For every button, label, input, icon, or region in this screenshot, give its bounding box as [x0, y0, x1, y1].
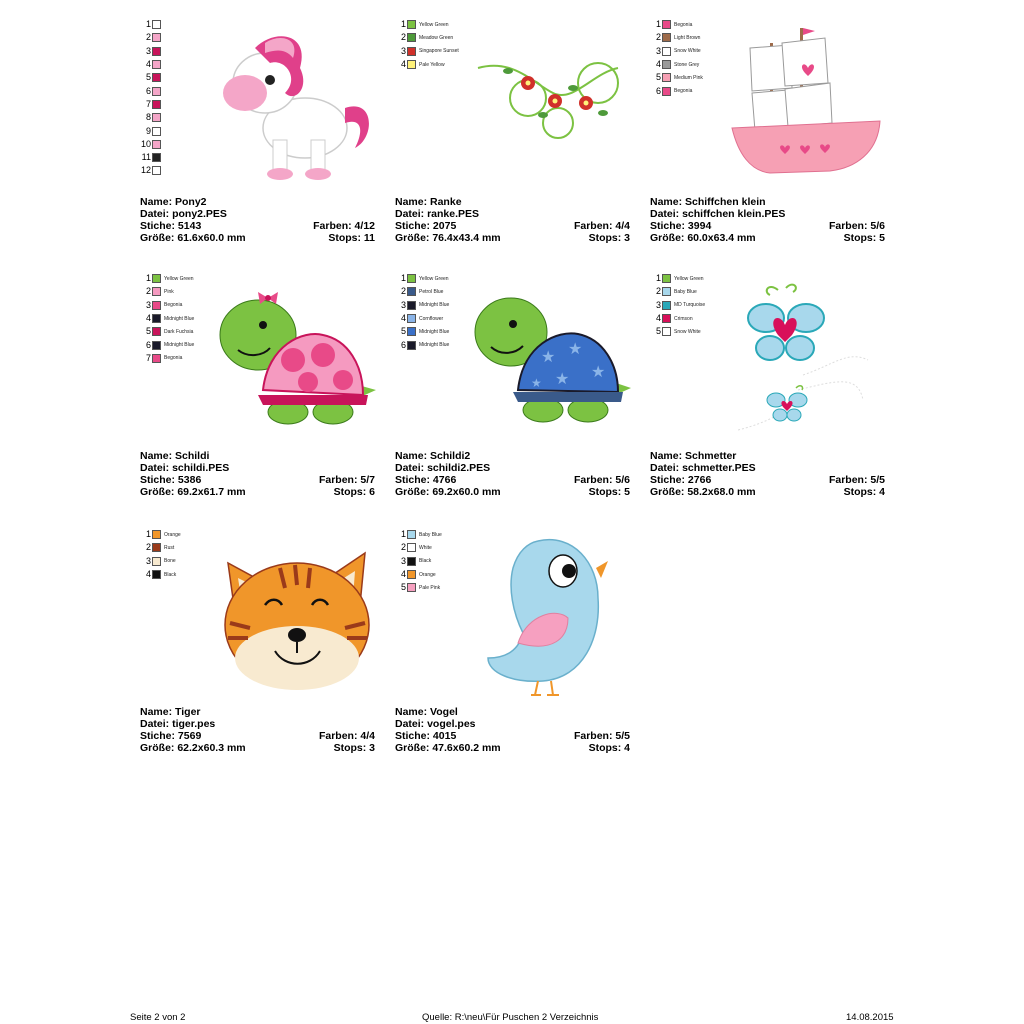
design-colors-count: Farben: 5/6 [573, 474, 630, 486]
color-row [395, 31, 475, 44]
color-name: Begonia [164, 355, 183, 362]
color-number: 2 [145, 542, 151, 553]
design-info [140, 196, 375, 244]
color-number: 3 [145, 555, 151, 566]
design-stitches: Stiche: 7569 [140, 730, 202, 742]
color-number: 1 [400, 273, 406, 284]
color-swatch [407, 20, 416, 29]
color-name: Orange [419, 571, 436, 578]
butterfly-design-image [738, 280, 883, 440]
color-swatch [662, 274, 671, 283]
design-size: Größe: 69.2x60.0 mm [395, 486, 501, 498]
color-swatch [662, 73, 671, 82]
color-swatch [407, 33, 416, 42]
bird-design-image [483, 533, 618, 703]
footer-date: 14.08.2015 [846, 1012, 894, 1023]
design-stitches: Stiche: 5143 [140, 220, 202, 232]
color-swatch [152, 60, 161, 69]
color-name: Rust [164, 544, 175, 551]
color-swatch [152, 530, 161, 539]
color-swatch [152, 557, 161, 566]
color-swatch [152, 20, 161, 29]
pony-design-image [215, 28, 375, 183]
design-name: Name: Schiffchen klein [650, 196, 766, 208]
color-number: 4 [145, 313, 151, 324]
color-row [650, 272, 730, 285]
color-name: Midnight Blue [164, 315, 195, 322]
design-info [395, 706, 630, 754]
color-number: 2 [145, 286, 151, 297]
design-file: Datei: schildi2.PES [395, 462, 491, 474]
color-name: Midnight Blue [419, 342, 450, 349]
color-row [140, 84, 220, 97]
color-row [140, 312, 220, 325]
color-list [650, 272, 730, 338]
design-card-schildi [140, 272, 385, 512]
svg-text:★: ★ [531, 376, 542, 390]
design-stops: Stops: 5 [588, 486, 630, 498]
color-number: 1 [145, 529, 151, 540]
color-row [140, 541, 220, 554]
color-number: 2 [655, 286, 661, 297]
color-row [395, 338, 475, 351]
color-number: 3 [400, 555, 406, 566]
color-row [140, 325, 220, 338]
design-stops: Stops: 4 [843, 486, 885, 498]
color-number: 12 [140, 165, 151, 176]
svg-text:★: ★ [541, 347, 556, 366]
design-file: Datei: schmetter.PES [650, 462, 756, 474]
color-swatch [662, 287, 671, 296]
design-name: Name: Schmetter [650, 450, 737, 462]
design-info [650, 450, 885, 498]
color-number: 1 [145, 19, 151, 30]
color-number: 4 [145, 569, 151, 580]
design-name: Name: Schildi [140, 450, 210, 462]
design-size: Größe: 61.6x60.0 mm [140, 232, 246, 244]
design-name: Name: Vogel [395, 706, 458, 718]
color-row [140, 568, 220, 581]
color-number: 9 [145, 125, 151, 136]
color-row [395, 285, 475, 298]
design-card-pony2 [140, 18, 385, 258]
color-swatch [407, 287, 416, 296]
color-number: 2 [400, 542, 406, 553]
design-file: Datei: vogel.pes [395, 718, 476, 730]
color-name: Snow White [674, 48, 701, 55]
color-swatch [662, 301, 671, 310]
color-number: 1 [655, 19, 661, 30]
color-swatch [662, 47, 671, 56]
color-name: Bone [164, 558, 176, 565]
blue-turtle-design-image [473, 292, 633, 427]
color-swatch [152, 127, 161, 136]
color-name: Singapore Sunset [419, 48, 459, 55]
design-stops: Stops: 5 [843, 232, 885, 244]
color-row [140, 124, 220, 137]
design-file: Datei: pony2.PES [140, 208, 227, 220]
color-swatch [407, 557, 416, 566]
color-swatch [152, 87, 161, 96]
footer-page-number: Seite 2 von 2 [130, 1012, 186, 1023]
design-colors-count: Farben: 5/7 [318, 474, 375, 486]
svg-text:★: ★ [555, 369, 570, 388]
color-name: Baby Blue [419, 531, 442, 538]
color-swatch [152, 543, 161, 552]
color-number: 6 [145, 85, 151, 96]
color-swatch [152, 166, 161, 175]
color-name: Pale Yellow [419, 61, 445, 68]
color-swatch [152, 274, 161, 283]
design-stitches: Stiche: 4766 [395, 474, 457, 486]
color-row [650, 285, 730, 298]
design-info [140, 450, 375, 498]
design-info [395, 196, 630, 244]
color-row [395, 528, 475, 541]
color-number: 3 [145, 299, 151, 310]
color-list [395, 18, 475, 71]
color-number: 5 [145, 326, 151, 337]
design-card-schiffchen-klein [650, 18, 895, 258]
color-swatch [407, 583, 416, 592]
color-number: 2 [145, 32, 151, 43]
color-swatch [152, 327, 161, 336]
color-swatch [407, 530, 416, 539]
design-colors-count: Farben: 5/5 [573, 730, 630, 742]
color-name: Yellow Green [419, 275, 449, 282]
design-stitches: Stiche: 4015 [395, 730, 457, 742]
color-name: Black [419, 558, 432, 565]
design-name: Name: Tiger [140, 706, 201, 718]
color-name: Midnight Blue [419, 302, 450, 309]
color-swatch [152, 314, 161, 323]
color-row [140, 138, 220, 151]
color-number: 3 [655, 299, 661, 310]
color-row [650, 18, 730, 31]
color-row [140, 164, 220, 177]
color-swatch [407, 327, 416, 336]
color-swatch [407, 47, 416, 56]
color-row [395, 45, 475, 58]
color-number: 2 [400, 32, 406, 43]
color-name: White [419, 544, 432, 551]
design-stops: Stops: 6 [333, 486, 375, 498]
design-size: Größe: 58.2x68.0 mm [650, 486, 756, 498]
color-number: 2 [400, 286, 406, 297]
color-number: 4 [655, 313, 661, 324]
color-swatch [407, 274, 416, 283]
color-swatch [407, 543, 416, 552]
color-number: 6 [655, 85, 661, 96]
color-row [395, 325, 475, 338]
color-row [395, 541, 475, 554]
color-swatch [407, 301, 416, 310]
color-swatch [407, 341, 416, 350]
color-name: Stone Grey [674, 61, 700, 68]
color-swatch [152, 341, 161, 350]
color-name: Petrol Blue [419, 288, 444, 295]
color-name: Pale Pink [419, 584, 441, 591]
color-number: 4 [400, 59, 406, 70]
color-name: Begonia [674, 88, 693, 95]
color-row [140, 272, 220, 285]
color-swatch [152, 140, 161, 149]
design-stitches: Stiche: 5386 [140, 474, 202, 486]
svg-text:★: ★ [568, 339, 583, 358]
color-list [140, 272, 220, 365]
design-stops: Stops: 4 [588, 742, 630, 754]
color-swatch [152, 100, 161, 109]
color-number: 7 [145, 352, 151, 363]
color-row [395, 272, 475, 285]
color-row [650, 84, 730, 97]
design-card-vogel [395, 528, 640, 768]
design-stitches: Stiche: 2075 [395, 220, 457, 232]
color-name: Light Brown [674, 34, 701, 41]
color-row [650, 312, 730, 325]
color-number: 5 [655, 326, 661, 337]
color-row [140, 299, 220, 312]
color-row [140, 71, 220, 84]
svg-text:★: ★ [591, 362, 606, 381]
color-name: Snow White [674, 328, 701, 335]
color-number: 8 [145, 112, 151, 123]
color-row [140, 58, 220, 71]
color-row [395, 299, 475, 312]
color-swatch [407, 570, 416, 579]
color-swatch [662, 20, 671, 29]
design-colors-count: Farben: 5/6 [828, 220, 885, 232]
color-number: 6 [400, 339, 406, 350]
color-list [140, 18, 220, 178]
ship-design-image [730, 23, 885, 188]
color-number: 7 [145, 98, 151, 109]
color-row [140, 555, 220, 568]
color-number: 2 [655, 32, 661, 43]
color-number: 3 [400, 45, 406, 56]
design-info [650, 196, 885, 244]
color-swatch [662, 33, 671, 42]
color-name: Yellow Green [419, 21, 449, 28]
color-swatch [152, 570, 161, 579]
design-stops: Stops: 3 [588, 232, 630, 244]
color-row [140, 31, 220, 44]
color-row [140, 338, 220, 351]
color-number: 5 [400, 326, 406, 337]
design-size: Größe: 76.4x43.4 mm [395, 232, 501, 244]
color-number: 3 [655, 45, 661, 56]
color-swatch [662, 314, 671, 323]
color-row [140, 18, 220, 31]
color-swatch [152, 301, 161, 310]
color-name: Cornflower [419, 315, 444, 322]
color-row [650, 58, 730, 71]
design-name: Name: Ranke [395, 196, 462, 208]
color-list [395, 528, 475, 594]
design-file: Datei: ranke.PES [395, 208, 480, 220]
color-list [395, 272, 475, 352]
color-swatch [407, 314, 416, 323]
color-list [140, 528, 220, 581]
color-swatch [152, 354, 161, 363]
color-number: 5 [655, 72, 661, 83]
color-name: Orange [164, 531, 181, 538]
color-name: Midnight Blue [164, 342, 195, 349]
design-colors-count: Farben: 4/4 [573, 220, 630, 232]
color-name: Begonia [674, 21, 693, 28]
color-number: 1 [145, 273, 151, 284]
color-name: Black [164, 571, 177, 578]
color-row [140, 528, 220, 541]
design-info [395, 450, 630, 498]
color-row [140, 285, 220, 298]
color-number: 3 [400, 299, 406, 310]
design-file: Datei: schildi.PES [140, 462, 230, 474]
color-swatch [662, 327, 671, 336]
design-colors-count: Farben: 5/5 [828, 474, 885, 486]
color-name: Baby Blue [674, 288, 697, 295]
color-swatch [152, 47, 161, 56]
color-swatch [662, 87, 671, 96]
color-row [650, 325, 730, 338]
design-card-ranke [395, 18, 640, 258]
color-name: Dark Fuchsia [164, 328, 194, 335]
design-stitches: Stiche: 2766 [650, 474, 712, 486]
design-stops: Stops: 3 [333, 742, 375, 754]
color-number: 1 [400, 19, 406, 30]
design-stitches: Stiche: 3994 [650, 220, 712, 232]
design-info [140, 706, 375, 754]
design-size: Größe: 69.2x61.7 mm [140, 486, 246, 498]
design-colors-count: Farben: 4/12 [313, 220, 375, 232]
design-colors-count: Farben: 4/4 [318, 730, 375, 742]
color-number: 4 [145, 59, 151, 70]
color-swatch [152, 113, 161, 122]
color-swatch [407, 60, 416, 69]
color-row [140, 45, 220, 58]
design-name: Name: Schildi2 [395, 450, 471, 462]
vine-design-image [473, 53, 633, 153]
color-row [395, 58, 475, 71]
color-name: Meadow Green [419, 34, 454, 41]
design-card-tiger [140, 528, 385, 768]
design-stops: Stops: 11 [328, 232, 375, 244]
design-card-schildi2 [395, 272, 640, 512]
color-row [395, 18, 475, 31]
color-row [650, 31, 730, 44]
color-row [650, 45, 730, 58]
color-row [395, 555, 475, 568]
color-number: 5 [400, 582, 406, 593]
color-name: Pink [164, 288, 174, 295]
color-number: 4 [655, 59, 661, 70]
color-name: Yellow Green [674, 275, 704, 282]
design-file: Datei: tiger.pes [140, 718, 216, 730]
footer-source-path: Quelle: R:\neu\Für Puschen 2 Verzeichnis [422, 1012, 599, 1023]
design-size: Größe: 62.2x60.3 mm [140, 742, 246, 754]
color-row [140, 352, 220, 365]
design-size: Größe: 60.0x63.4 mm [650, 232, 756, 244]
color-number: 11 [141, 152, 151, 163]
color-row [650, 71, 730, 84]
color-list [650, 18, 730, 98]
color-row [395, 581, 475, 594]
design-card-schmetter [650, 272, 895, 512]
design-file: Datei: schiffchen klein.PES [650, 208, 786, 220]
color-number: 1 [400, 529, 406, 540]
color-row [140, 98, 220, 111]
color-row [395, 312, 475, 325]
color-name: Yellow Green [164, 275, 194, 282]
color-name: MD Turquoise [674, 302, 706, 309]
color-number: 10 [140, 138, 151, 149]
color-name: Medium Pink [674, 74, 703, 81]
color-row [650, 299, 730, 312]
color-row [395, 568, 475, 581]
color-row [140, 111, 220, 124]
design-size: Größe: 47.6x60.2 mm [395, 742, 501, 754]
color-name: Crimson [674, 315, 693, 322]
color-number: 6 [145, 339, 151, 350]
color-swatch [152, 33, 161, 42]
pink-turtle-design-image [218, 290, 378, 430]
tiger-design-image [220, 543, 375, 693]
color-swatch [152, 153, 161, 162]
color-swatch [152, 73, 161, 82]
color-swatch [662, 60, 671, 69]
design-name: Name: Pony2 [140, 196, 207, 208]
color-row [140, 151, 220, 164]
color-number: 1 [655, 273, 661, 284]
color-number: 4 [400, 569, 406, 580]
color-swatch [152, 287, 161, 296]
color-number: 5 [145, 72, 151, 83]
color-name: Begonia [164, 302, 183, 309]
color-number: 4 [400, 313, 406, 324]
color-name: Midnight Blue [419, 328, 450, 335]
color-number: 3 [145, 45, 151, 56]
